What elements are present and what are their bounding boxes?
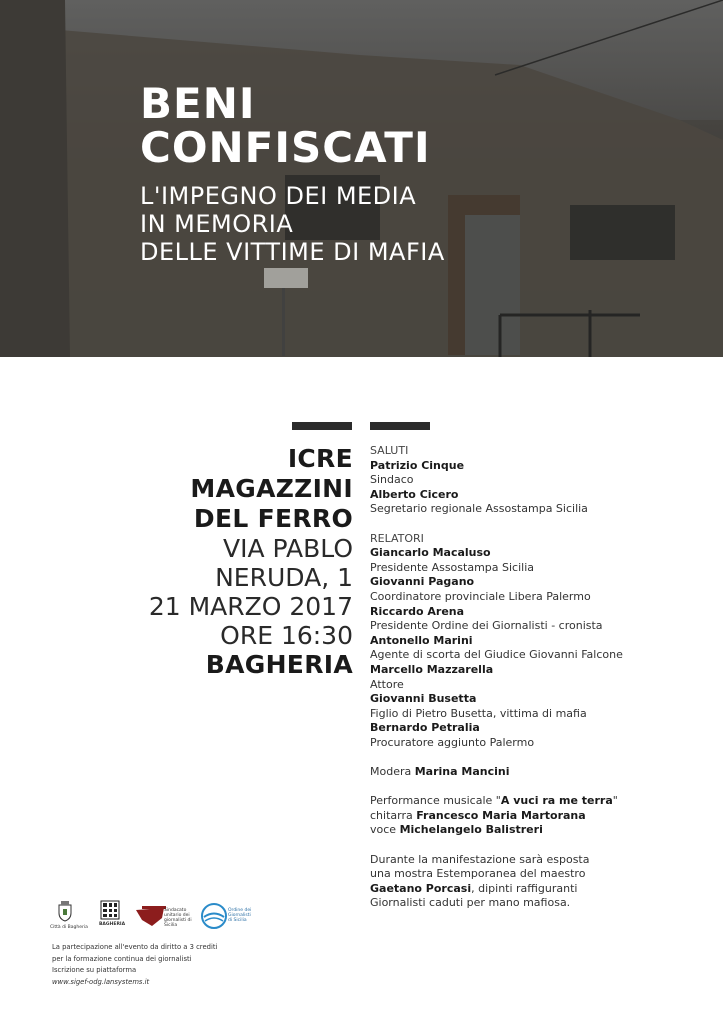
moderator-name: Marina Mancini [414,765,510,779]
speaker-role: Segretario regionale Assostampa Sicilia [370,502,588,516]
footer-prefix: Iscrizione su piattaforma [52,966,137,974]
speaker-role: Sindaco [370,473,414,487]
footer-line [52,965,217,988]
spacer [370,780,715,795]
moderator-prefix: Modera [370,765,415,779]
speaker-role: Presidente Assostampa Sicilia [370,560,535,574]
voice-name: Michelangelo Balistreri [399,823,543,837]
footer-line: per la formazione continua dei giornalisti [52,954,192,963]
comune-crest-logo [56,900,74,926]
bagheria-logo [100,900,120,924]
spacer [370,838,715,853]
guitar-name: Francesco Maria Martorana [416,808,586,822]
speaker-name: Riccardo Arena [370,604,465,618]
speaker-name: Alberto Cicero [370,487,459,501]
exhibit-line [370,882,715,897]
event-city: BAGHERIA [205,650,353,679]
hero-banner [0,0,723,357]
exhibit-line: una mostra Estemporanea del maestro [370,867,586,881]
speaker-role: Agente di scorta del Giudice Giovanni Falcone [370,648,623,662]
speaker-name: Marcello Mazzarella [370,662,494,676]
program-block [370,444,715,911]
speaker-role: Figlio di Pietro Busetta, vittima di mafia [370,706,587,720]
venue-block [149,444,353,680]
performance-line [370,794,715,809]
moderator-line [370,765,715,780]
relatori-heading: RELATORI [370,531,424,545]
hero-subtitle-line: DELLE VITTIME DI MAFIA [140,238,445,266]
speaker-role: Procuratore aggiunto Palermo [370,735,535,749]
exhibit-artist: Gaetano Porcasi [370,881,472,895]
hero-subtitle-line: IN MEMORIA [140,210,294,238]
address-line: NERUDA, 1 [215,563,353,592]
bagheria-grid-icon [100,900,120,920]
venue-name-line: DEL FERRO [193,504,353,533]
hero-subtitle-line: L'IMPEGNO DEI MEDIA [140,182,417,210]
performance-title: A vuci ra me terra [500,794,613,808]
speaker-role: Coordinatore provinciale Libera Palermo [370,589,591,603]
sponsor-logos [50,898,270,938]
performance-prefix: Performance musicale " [370,794,501,808]
speaker-name: Giovanni Pagano [370,575,475,589]
registration-link[interactable]: www.sigef-odg.lansystems.it [52,977,150,986]
event-date: 21 MARZO 2017 [148,592,353,621]
guitar-line [370,809,715,824]
hero-title-line: CONFISCATI [140,123,431,172]
speaker-role: Attore [370,677,404,691]
crest-icon [56,900,74,922]
comune-caption: Città di Bagheria [50,925,88,930]
speaker-name: Patrizio Cinque [370,458,465,472]
building-photo-illustration [0,0,723,357]
footer-line: La partecipazione all'evento da diritto a 3 crediti [52,943,218,951]
spacer [370,750,715,765]
spacer [370,517,715,532]
ordine-circle-icon [200,902,228,930]
voice-line [370,823,715,838]
right-divider-bar [370,422,430,430]
exhibit-line: Giornalisti caduti per mano mafiosa. [370,896,571,910]
ordine-giornalisti-logo [200,902,228,934]
assostampa-text: Sindacato unitario dei giornalisti di Sicilia [164,908,192,928]
exhibit-line: Durante la manifestazione sarà esposta [370,852,590,866]
performance-suffix: " [612,794,618,808]
speaker-name: Giovanni Busetta [370,692,477,706]
saluti-heading: SALUTI [370,444,409,457]
speaker-name: Bernardo Petralia [370,721,480,735]
left-divider-bar [292,422,352,430]
speaker-role: Presidente Ordine dei Giornalisti - cronista [370,619,603,633]
ordine-text: Ordine dei Giornalisti di Sicilia [228,908,252,923]
guitar-prefix: chitarra [370,808,417,822]
exhibit-line-suffix: , dipinti raffiguranti [471,881,578,895]
event-time: ORE 16:30 [220,621,353,650]
voice-prefix: voce [370,823,400,837]
footer-credits [52,942,217,988]
venue-name-line: ICRE [287,444,353,473]
bagheria-caption: BAGHERIA [99,922,126,927]
hero-title [140,79,431,172]
speaker-name: Giancarlo Macaluso [370,546,491,560]
hero-subtitle [140,182,445,266]
venue-name-line: MAGAZZINI [190,474,353,503]
address-line: VIA PABLO [223,534,353,563]
speaker-name: Antonello Marini [370,633,473,647]
hero-title-line: BENI [140,79,256,128]
